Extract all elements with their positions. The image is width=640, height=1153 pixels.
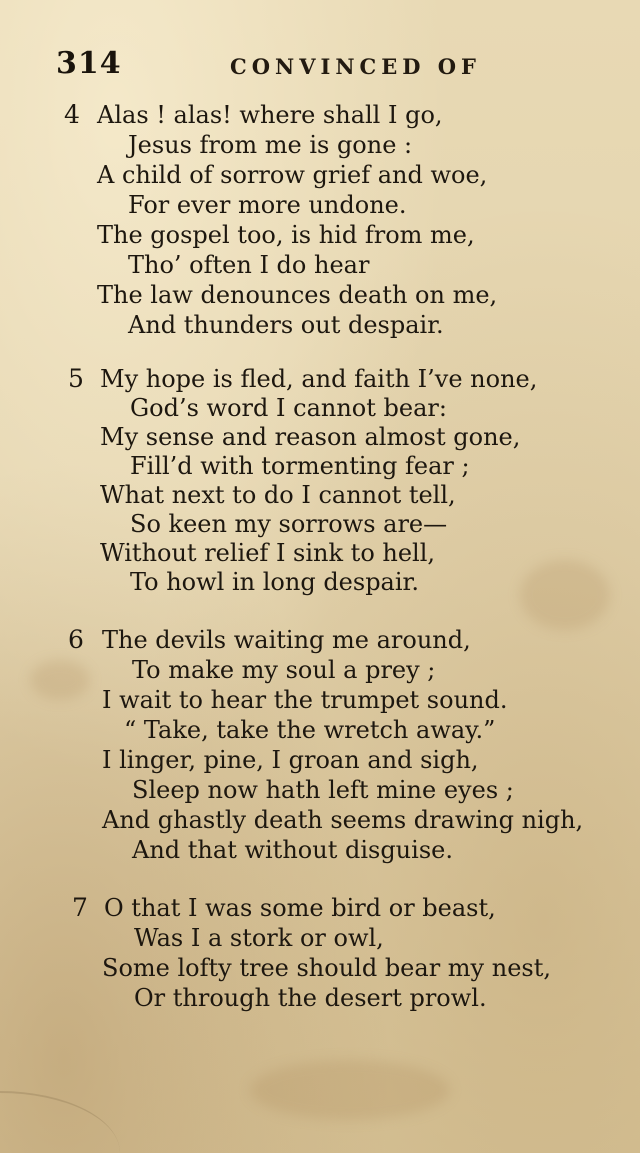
- verse-line: Jesus from me is gone :: [128, 131, 413, 159]
- verse-line: “ Take, take the wretch away.”: [124, 716, 496, 744]
- verse-line: The devils waiting me around,: [102, 626, 471, 654]
- verse-line: Without relief I sink to hell,: [100, 539, 436, 567]
- verse-line: The law denounces death on me,: [97, 281, 498, 309]
- verse-line: For ever more undone.: [128, 191, 407, 219]
- stanza-number: 5: [68, 364, 84, 393]
- verse-line: And thunders out despair.: [128, 311, 444, 339]
- running-head: CONVINCED OF: [230, 54, 481, 79]
- page-header: [56, 46, 486, 86]
- verse-line: O that I was some bird or beast,: [104, 894, 496, 922]
- verse-line: And that without disguise.: [132, 836, 453, 864]
- verse-line: Or through the desert prowl.: [134, 984, 487, 1012]
- verse-line: So keen my sorrows are—: [130, 510, 448, 538]
- page-corner-crease: [0, 1091, 120, 1153]
- verse-line: God’s word I cannot bear:: [130, 394, 447, 422]
- stanza-number: 7: [72, 893, 88, 922]
- verse-line: I linger, pine, I groan and sigh,: [102, 746, 479, 774]
- verse-line: Fill’d with tormenting fear ;: [130, 452, 470, 480]
- paper-stain: [520, 560, 610, 630]
- verse-line: Tho’ often I do hear: [128, 251, 370, 279]
- verse-line: My sense and reason almost gone,: [100, 423, 521, 451]
- verse-line: Was I a stork or owl,: [134, 924, 384, 952]
- verse-line: Alas ! alas! where shall I go,: [97, 101, 443, 129]
- page-number: 314: [56, 46, 122, 81]
- verse-line: And ghastly death seems drawing nigh,: [102, 806, 584, 834]
- paper-stain: [30, 660, 90, 700]
- verse-line: To make my soul a prey ;: [132, 656, 436, 684]
- verse-line: My hope is fled, and faith I’ve none,: [100, 365, 538, 393]
- verse-line: The gospel too, is hid from me,: [97, 221, 475, 249]
- verse-line: A child of sorrow grief and woe,: [97, 161, 488, 189]
- verse-line: Sleep now hath left mine eyes ;: [132, 776, 514, 804]
- stanza-number: 4: [64, 100, 80, 129]
- verse-line: I wait to hear the trumpet sound.: [102, 686, 508, 714]
- stanza-number: 6: [68, 625, 84, 654]
- paper-stain: [250, 1060, 450, 1120]
- verse-line: To howl in long despair.: [130, 568, 420, 596]
- verse-line: Some lofty tree should bear my nest,: [102, 954, 551, 982]
- verse-line: What next to do I cannot tell,: [100, 481, 456, 509]
